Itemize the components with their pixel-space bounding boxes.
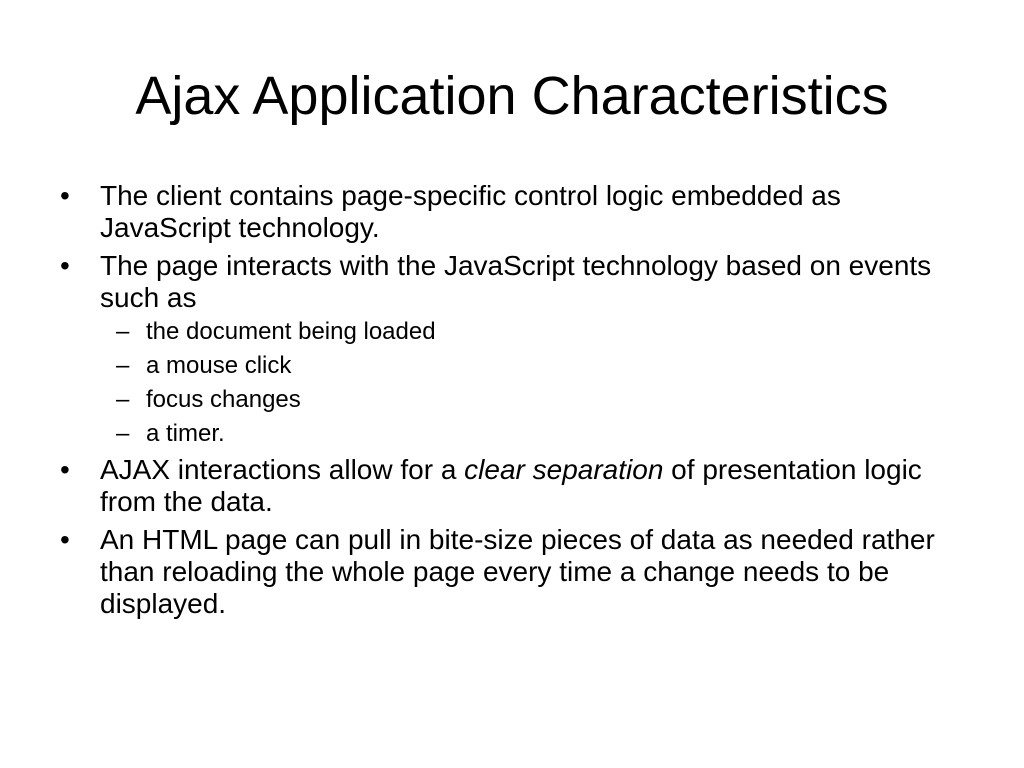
bullet-text: The page interacts with the JavaScript technology based on events such as: [100, 250, 932, 313]
bullet-list: [60, 180, 970, 626]
dash-marker: –: [116, 420, 130, 447]
bullet-text-before: AJAX interactions allow for a: [100, 454, 465, 485]
bullet-text: An HTML page can pull in bite-size pieces of data as needed rather than reloading the whole page every time a change needs to be displayed.: [100, 524, 935, 619]
bullet-marker: •: [60, 524, 70, 555]
sub-bullet-item: [100, 386, 970, 414]
bullet-marker: •: [60, 180, 70, 211]
bullet-marker: •: [60, 250, 70, 281]
dash-marker: –: [116, 318, 130, 345]
bullet-text-after: of presentation logic from the data.: [100, 454, 922, 517]
sub-bullet-text: the document being loaded: [146, 318, 436, 345]
bullet-item: [60, 250, 970, 448]
sub-bullet-item: [100, 318, 970, 346]
dash-marker: –: [116, 386, 130, 413]
sub-bullet-text: a mouse click: [146, 352, 292, 379]
bullet-text-emphasis: clear separation: [464, 454, 664, 485]
slide-title: Ajax Application Characteristics: [135, 66, 889, 126]
sub-bullet-text: a timer.: [146, 420, 225, 447]
bullet-marker: •: [60, 454, 70, 485]
sub-bullet-text: focus changes: [146, 386, 301, 413]
sub-bullet-item: [100, 420, 970, 448]
bullet-item: [60, 454, 970, 518]
dash-marker: –: [116, 352, 130, 379]
sub-bullet-list: [100, 318, 970, 448]
sub-bullet-item: [100, 352, 970, 380]
bullet-item: [60, 524, 970, 620]
bullet-item: [60, 180, 970, 244]
bullet-text: The client contains page-specific control logic embedded as JavaScript technology.: [100, 180, 841, 243]
